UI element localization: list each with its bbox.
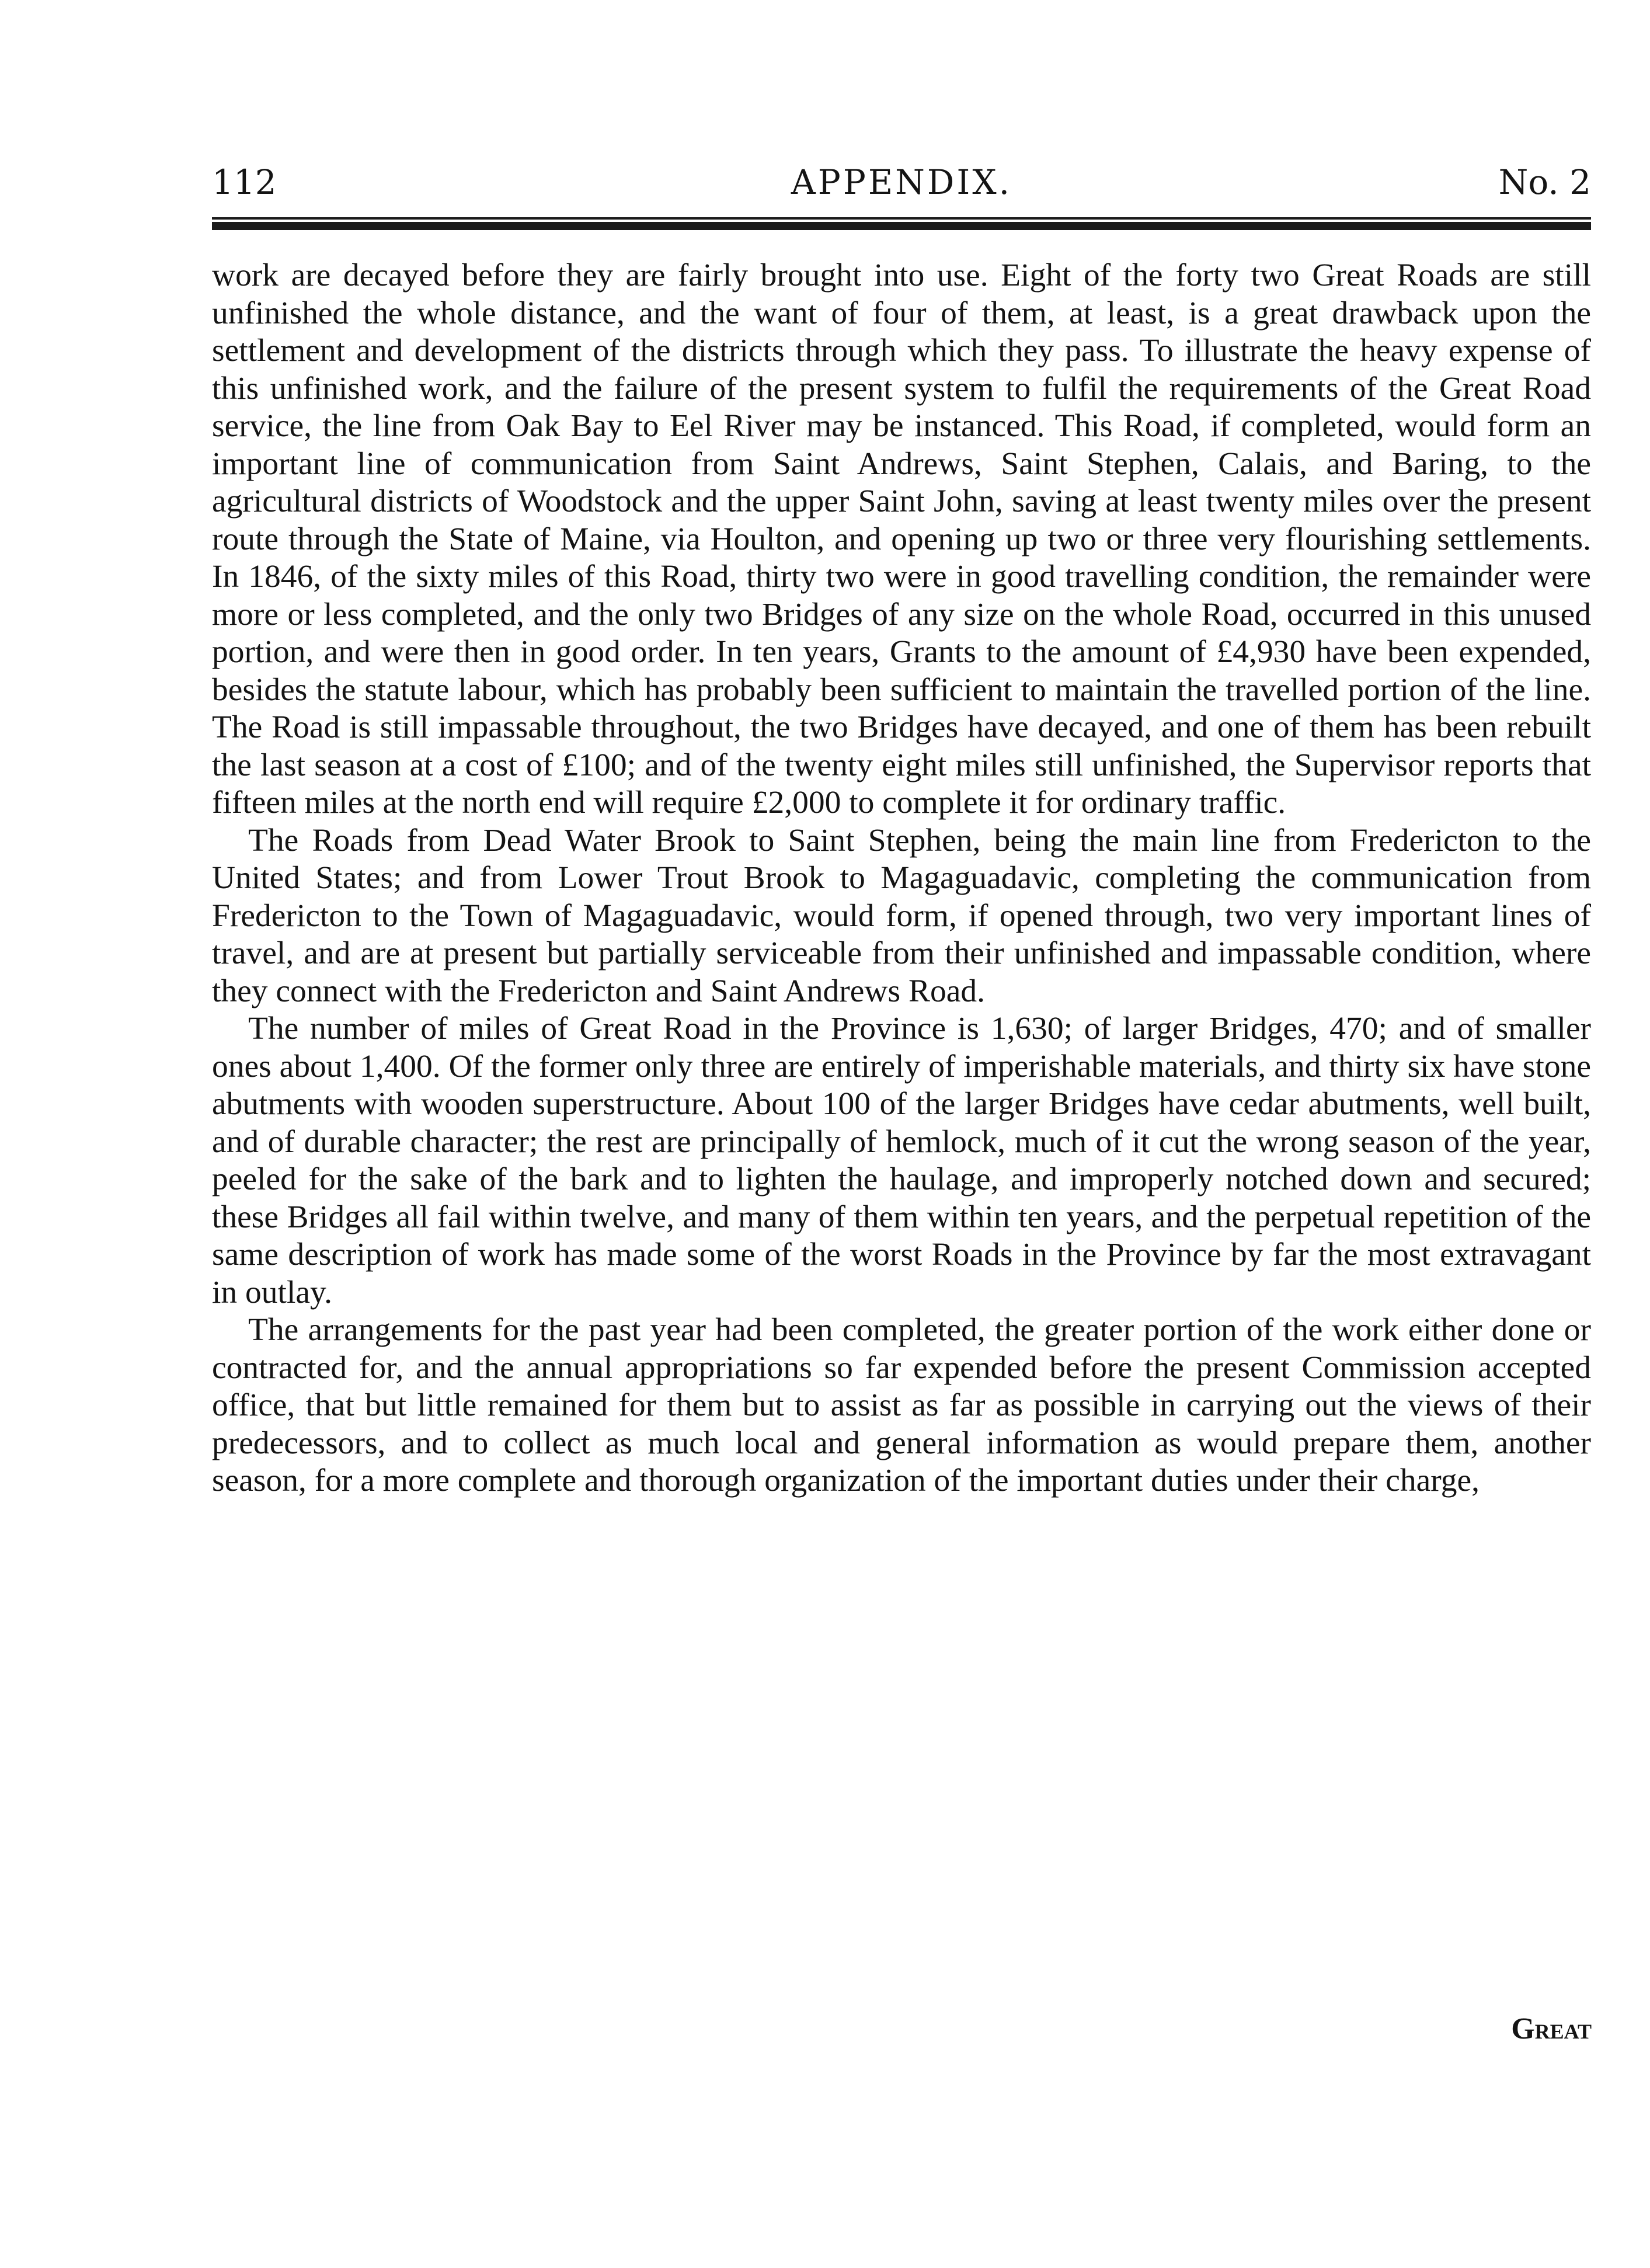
paragraph-continued: work are decayed before they are fairly brought into use. Eight of the forty two Great Roads are still unfinished the whole distance, and the want of four of them, at least, is a great drawback upon the settlement and development of the districts through which they pass. To illustrate the heavy expense of this unfinished work, and the failure of the present system to fulfil the requirements of the Great Road service, the line from Oak Bay to Eel River may be instanced. This Road, if completed, would form an important line of communication from Saint Andrews, Saint Stephen, Calais, and Baring, to the agricultural districts of Woodstock and the upper Saint John, saving at least twenty miles over the present route through the State of Maine, via Houlton, and opening up two or three very flourishing settlements. In 1846, of the sixty miles of this Road, thirty two were in good travelling condition, the remainder were more or less completed, and the only two Bridges of any size on the whole Road, occurred in this unused portion, and were then in good order. In ten years, Grants to the amount of £4,930 have been expended, besides the statute labour, which has probably been sufficient to maintain the travelled portion of the line. The Road is still impassable throughout, the two Bridges have decayed, and one of them has been rebuilt the last season at a cost of £100; and of the twenty eight miles still unfinished, the Supervisor reports that fifteen miles at the north end will require £2,000 to complete it for ordinary traffic. [212,258,1591,820]
page-number: 112 [212,162,277,202]
catchword: Great [1511,2012,1592,2046]
paragraph: The number of miles of Great Road in the Province is 1,630; of larger Bridges, 470; and of smaller ones about 1,400. Of the former only three are entirely of imperishable materials, and thirty six have stone abutments with wooden superstructure. About 100 of the larger Bridges have cedar abutments, well built, and of durable character; the rest are principally of hemlock, much of it cut the wrong season of the year, peeled for the sake of the bark and to lighten the haulage, and improperly notched down and secured; these Bridges all fail within twelve, and many of them within ten years, and the perpetual repetition of the same description of work has made some of the worst Roads in the Province by far the most extravagant in outlay. [212,1011,1591,1310]
running-title: APPENDIX. [791,162,1012,202]
paragraph: The arrangements for the past year had been completed, the greater portion of the work either done or contracted for, and the annual appropriations so far expended before the present Commission accepted office, that but little remained for them but to assist as far as possible in carrying out the views of their predecessors, and to collect as much local and general information as would prepare them, another season, for a more complete and thorough organization of the important duties under their charge, [212,1312,1591,1498]
appendix-number: No. 2 [1498,162,1591,202]
page-header [212,159,1591,206]
body-text [212,257,1591,1500]
header-rule [212,217,1591,230]
paragraph: The Roads from Dead Water Brook to Saint Stephen, being the main line from Fredericton to the United States; and from Lower Trout Brook to Magaguadavic, completing the communication from Fredericton to the Town of Magaguadavic, would form, if opened through, two very important lines of travel, and are at present but partially serviceable from their unfinished and impassable condition, where they connect with the Fredericton and Saint Andrews Road. [212,822,1591,1009]
